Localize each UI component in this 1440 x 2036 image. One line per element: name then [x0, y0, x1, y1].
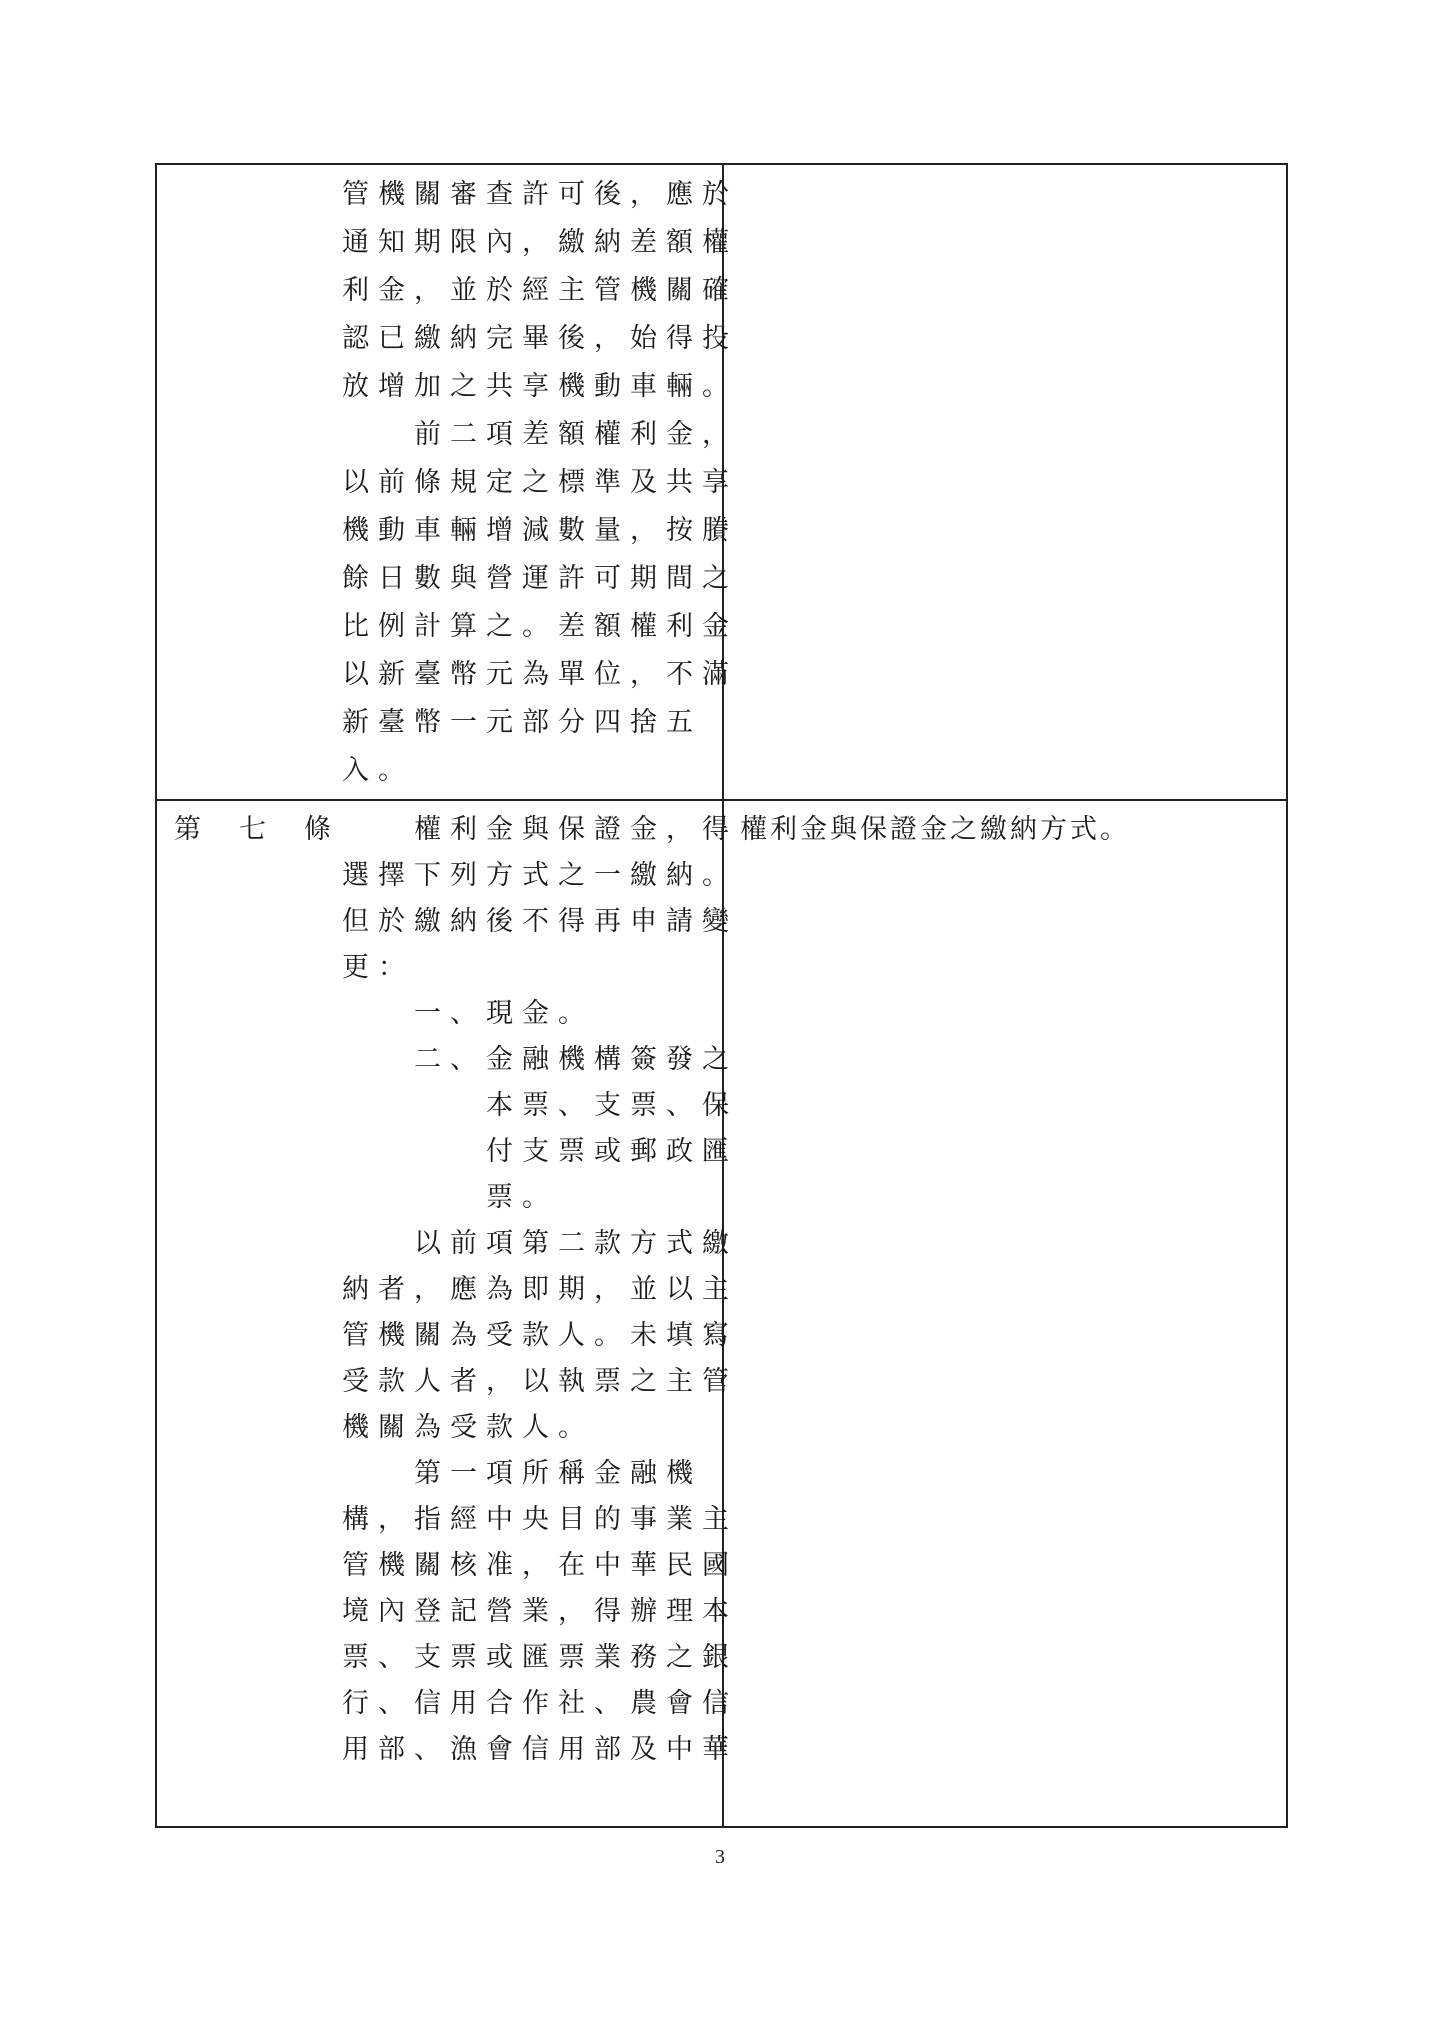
text-line: 放增加之共享機動車輛。: [342, 371, 738, 402]
text-line: 利金，並於經主管機關確: [342, 275, 738, 306]
text-line: 以前條規定之標準及共享: [342, 467, 738, 498]
text-line: 以前項第二款方式繳: [342, 1228, 738, 1259]
text-line: 一、現金。: [342, 998, 594, 1029]
article-char: 條: [304, 814, 331, 845]
text-line: 選擇下列方式之一繳納。: [342, 860, 738, 891]
text-line: 行、信用合作社、農會信: [342, 1688, 738, 1719]
text-line: 管機關為受款人。未填寫: [342, 1320, 738, 1351]
text-line: 本票、支票、保: [342, 1090, 738, 1121]
text-line: 但於繳納後不得再申請變: [342, 906, 738, 937]
text-line: 機關為受款人。: [342, 1412, 594, 1443]
text-line: 管機關核准，在中華民國: [342, 1550, 738, 1581]
page-number: 3: [715, 1846, 725, 1868]
text-line: 二、金融機構簽發之: [342, 1044, 738, 1075]
text-line: 管機關審查許可後，應於: [342, 179, 738, 210]
text-line: 認已繳納完畢後，始得投: [342, 323, 738, 354]
explanation-text: 權利金與保證金之繳納方式。: [740, 814, 1130, 845]
article-char: 第: [174, 814, 201, 845]
text-line: 納者，應為即期，並以主: [342, 1274, 738, 1305]
text-line: 通知期限內，繳納差額權: [342, 227, 738, 258]
text-line: 前二項差額權利金，: [342, 419, 738, 450]
text-line: 比例計算之。差額權利金: [342, 611, 738, 642]
text-line: 權利金與保證金，得: [342, 814, 738, 845]
text-line: 餘日數與營運許可期間之: [342, 563, 738, 594]
text-line: 付支票或郵政匯: [342, 1136, 738, 1167]
text-line: 入。: [342, 755, 414, 786]
text-line: 用部、漁會信用部及中華: [342, 1734, 738, 1765]
text-line: 受款人者，以執票之主管: [342, 1366, 738, 1397]
text-line: 第一項所稱金融機: [342, 1458, 702, 1489]
text-line: 機動車輛增減數量，按賸: [342, 515, 738, 546]
text-line: 構，指經中央目的事業主: [342, 1504, 738, 1535]
row-divider: [157, 799, 1286, 801]
text-line: 境內登記營業，得辦理本: [342, 1596, 738, 1627]
text-line: 票、支票或匯票業務之銀: [342, 1642, 738, 1673]
text-line: 票。: [342, 1182, 558, 1213]
text-line: 更：: [342, 952, 414, 983]
text-line: 以新臺幣元為單位，不滿: [342, 659, 738, 690]
comparison-table: [155, 163, 1288, 1828]
article-char: 七: [239, 814, 266, 845]
text-line: 新臺幣一元部分四捨五: [342, 707, 702, 738]
